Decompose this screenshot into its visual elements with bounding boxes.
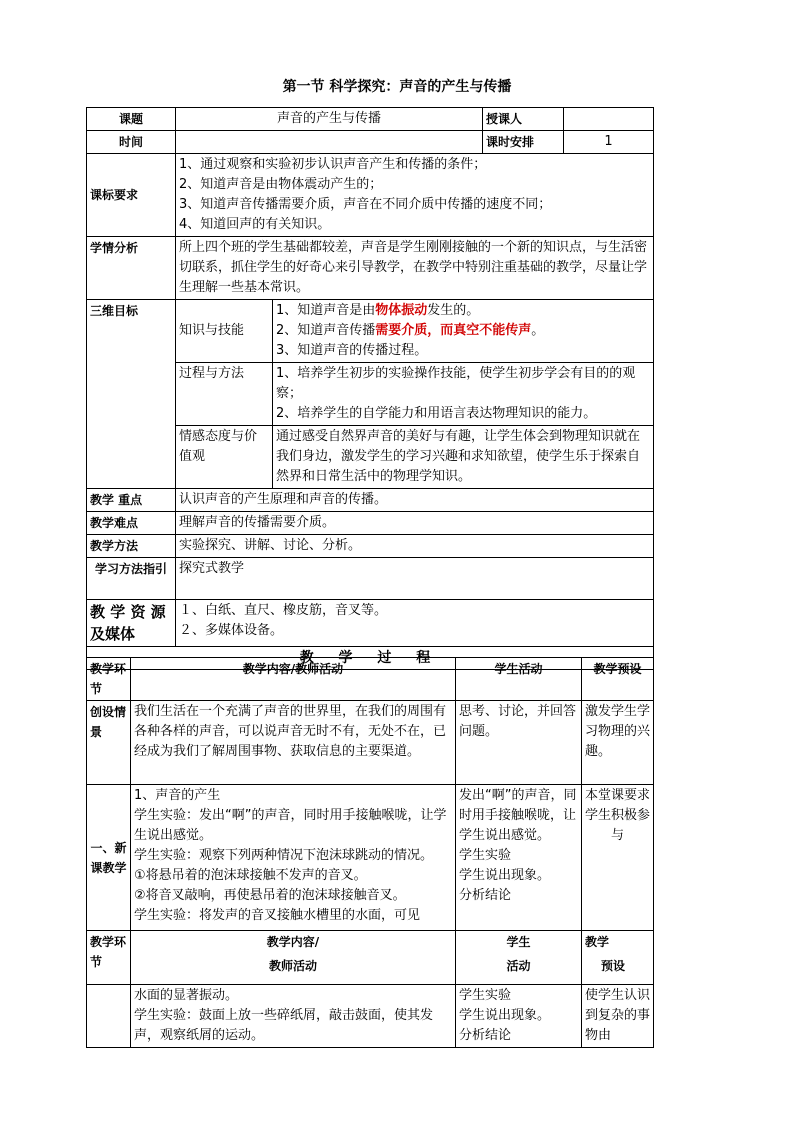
content-cell: 我们生活在一个充满了声音的世界里，在我们的周围有各种各样的声音，可以说声音无时不有，无处不在，已经成为我们了解周围事物、获取信息的主要渠道。 (131, 701, 456, 785)
stage-cell: 创设情景 (87, 701, 131, 785)
period-label: 课时安排 (483, 131, 564, 154)
resources-item: ２、多媒体设备。 (179, 623, 284, 638)
process-method-content (273, 363, 654, 426)
method-text: 实验探究、讲解、讨论、分析。 (176, 535, 654, 558)
lesson-info-table (86, 107, 654, 670)
time-value (176, 131, 483, 154)
resources-item: １、白纸、直尺、橡皮筋，音叉等。 (179, 603, 388, 618)
process-item-1: 1、培养学生初步的实验操作技能，使学生初步学会有目的的观察； (276, 366, 636, 401)
standards-item: 4、知道回声的有关知识。 (179, 217, 331, 232)
difficulty-label: 教学难点 (87, 512, 176, 535)
header-content: 教学内容/教师活动 (131, 658, 456, 701)
student-line: 学生实验 (459, 848, 512, 863)
student-cell (456, 785, 582, 931)
content-line: ②将音叉敲响，再使悬吊着的泡沫球接触音叉。 (134, 888, 406, 903)
header-student-line: 活动 (506, 959, 531, 973)
difficulty-text: 理解声音的传播需要介质。 (176, 512, 654, 535)
standards-item: 1、通过观察和实验初步认识声音产生和传播的条件； (179, 157, 487, 172)
emotion-label: 情感态度与价值观 (176, 426, 273, 489)
preset-cell: 激发学生学习物理的兴趣。 (582, 701, 654, 785)
header-content-line: 教学内容/ (266, 935, 320, 949)
content-line: 学生实验：发出“啊”的声音，同时用手接触喉咙，让学生说出感觉。 (134, 808, 447, 843)
student-cell (456, 985, 582, 1048)
preset-cell: 使学生认识到复杂的事物由 (582, 985, 654, 1048)
resources-content (176, 600, 654, 647)
teacher-label: 授课人 (483, 108, 564, 131)
standards-label: 课标要求 (87, 154, 176, 237)
goals-label: 三维目标 (87, 300, 176, 489)
student-line: 学生说出现象。 (459, 1008, 551, 1023)
content-line: ①将悬吊着的泡沫球接触不发声的音叉。 (134, 868, 367, 883)
method-label: 教学方法 (87, 535, 176, 558)
process-item-2: 2、培养学生的自学能力和用语言表达物理知识的能力。 (276, 406, 597, 421)
standards-list (176, 154, 654, 237)
header-content-line: 教师活动 (268, 959, 317, 973)
stage-cell (87, 985, 131, 1048)
page-title: 第一节 科学探究：声音的产生与传播 (282, 79, 512, 95)
header-preset (582, 931, 654, 985)
topic-label: 课题 (87, 108, 176, 131)
stage-cell: 一、新课教学 (87, 785, 131, 931)
header-student-line: 学生 (506, 935, 531, 949)
content-cell (131, 985, 456, 1048)
header-content (131, 931, 456, 985)
knowledge-label: 知识与技能 (176, 300, 273, 363)
preset-cell: 本堂课要求学生积极参与 (582, 785, 654, 931)
student-cell: 思考、讨论，并回答问题。 (456, 701, 582, 785)
process-method-label: 过程与方法 (176, 363, 273, 426)
student-line: 分析结论 (459, 888, 512, 903)
content-cell (131, 785, 456, 931)
situation-label: 学情分析 (87, 237, 176, 300)
emotion-text: 通过感受自然界声音的美好与有趣，让学生体会到物理知识就在我们身边，激发学生的学习兴趣和求知欲望，使学生乐于探索自然界和日常生活中的物理学知识。 (273, 426, 654, 489)
content-line: 学生实验：将发声的音叉接触水槽里的水面，可见 (134, 908, 421, 923)
knowledge-item-2: 2、知道声音传播需要介质，而真空不能传声。 (276, 323, 545, 338)
student-line: 学生说出现象。 (459, 868, 551, 883)
knowledge-item-3: 3、知道声音的传播过程。 (276, 343, 428, 358)
header-preset-line: 预设 (601, 959, 626, 973)
knowledge-content (273, 300, 654, 363)
header-preset: 教学预设 (582, 658, 654, 701)
header-student: 学生活动 (456, 658, 582, 701)
student-line: 发出“啊”的声音，同时用手接触喉咙，让学生说出感觉。 (459, 788, 577, 843)
topic-value: 声音的产生与传播 (176, 108, 483, 131)
period-value: 1 (564, 131, 654, 154)
student-line: 学生实验 (459, 988, 512, 1003)
guidance-text: 探究式教学 (176, 558, 654, 600)
teaching-process-table (86, 657, 654, 1048)
guidance-label: 学习方法指引 (87, 558, 176, 600)
standards-item: 3、知道声音传播需要介质，声音在不同介质中传播的速度不同； (179, 197, 552, 212)
header-stage: 教学环节 (87, 658, 131, 701)
header-preset-line: 教学 (585, 935, 610, 949)
student-line: 分析结论 (459, 1028, 512, 1043)
header-stage: 教学环节 (87, 931, 131, 985)
content-line: 1、声音的产生 (134, 788, 221, 803)
content-line: 学生实验：鼓面上放一些碎纸屑，敲击鼓面，使其发声，观察纸屑的运动。 (134, 1008, 434, 1043)
time-label: 时间 (87, 131, 176, 154)
header-student (456, 931, 582, 985)
teacher-value (564, 108, 654, 131)
key-point-label: 教学 重点 (87, 489, 176, 512)
content-line: 学生实验：观察下列两种情况下泡沫球跳动的情况。 (134, 848, 434, 863)
content-line: 水面的显著振动。 (134, 988, 239, 1003)
standards-item: 2、知道声音是由物体震动产生的； (179, 177, 383, 192)
resources-label: 教 学 资 源 及媒体 (87, 600, 176, 647)
key-point-text: 认识声音的产生原理和声音的传播。 (176, 489, 654, 512)
knowledge-item-1: 1、知道声音是由物体振动发生的。 (276, 303, 480, 318)
process-section-title: 教 学 过 程 (87, 647, 654, 670)
situation-text: 所上四个班的学生基础都较差，声音是学生刚刚接触的一个新的知识点，与生活密切联系，抓住学生的好奇心来引导教学，在教学中特别注重基础的教学，尽量让学生理解一些基本常识。 (176, 237, 654, 300)
